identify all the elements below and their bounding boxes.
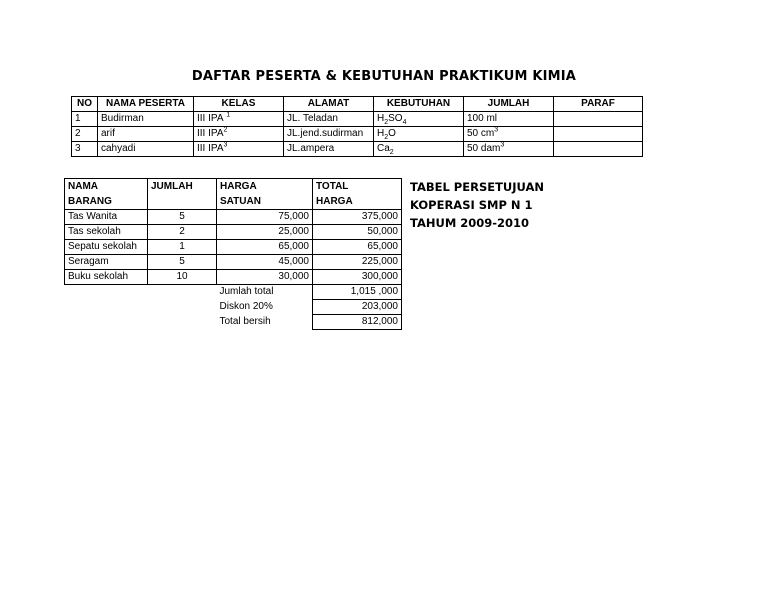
- barang-header-row: [65, 179, 402, 210]
- cell-jumlah-barang: 5: [148, 255, 217, 270]
- summary-value-jumlah-total: 1,015 ,000: [313, 285, 402, 300]
- formula-text: H: [377, 128, 385, 139]
- header-kelas: KELAS: [194, 97, 284, 112]
- cell-no: 2: [72, 127, 98, 142]
- header-jumlah-barang-line1: JUMLAH: [151, 181, 193, 192]
- header-paraf: PARAF: [554, 97, 643, 112]
- header-nama-barang-line2: BARANG: [68, 196, 112, 207]
- cell-paraf: [554, 112, 643, 127]
- cell-harga-satuan: 30,000: [217, 270, 313, 285]
- approval-note-line3: TAHUM 2009-2010: [410, 216, 530, 230]
- cell-total-harga: 65,000: [313, 240, 402, 255]
- peserta-table: [71, 96, 643, 157]
- cell-harga-satuan: 45,000: [217, 255, 313, 270]
- jumlah-text: 50 dam: [467, 143, 501, 154]
- cell-jumlah-barang: 10: [148, 270, 217, 285]
- header-nama-peserta: NAMA PESERTA: [98, 97, 194, 112]
- cell-harga-satuan: 25,000: [217, 225, 313, 240]
- cell-harga-satuan: 75,000: [217, 210, 313, 225]
- cell-jumlah-barang: 5: [148, 210, 217, 225]
- cell-jumlah: [464, 142, 554, 157]
- header-alamat: ALAMAT: [284, 97, 374, 112]
- summary-row: [65, 315, 402, 330]
- formula-text: O: [388, 128, 396, 139]
- header-jumlah-barang: [148, 179, 217, 210]
- summary-row: [65, 300, 402, 315]
- summary-label-jumlah-total: Jumlah total: [219, 286, 274, 298]
- cell-nama-barang: Sepatu sekolah: [65, 240, 148, 255]
- header-nama-barang: [65, 179, 148, 210]
- header-kebutuhan: KEBUTUHAN: [374, 97, 464, 112]
- formula-text: SO: [388, 113, 403, 124]
- barang-row: [65, 255, 402, 270]
- cell-jumlah-barang: 2: [148, 225, 217, 240]
- cell-jumlah: [464, 112, 554, 127]
- cell-total-harga: 375,000: [313, 210, 402, 225]
- cell-nama: Budirman: [98, 112, 194, 127]
- approval-note-line1: TABEL PERSETUJUAN: [410, 180, 545, 194]
- formula-text: H: [377, 113, 385, 124]
- cell-total-harga: 50,000: [313, 225, 402, 240]
- peserta-header-row: [72, 97, 643, 112]
- summary-value-diskon: 203,000: [313, 300, 402, 315]
- barang-table: [64, 178, 402, 330]
- formula-subscript: 2: [384, 119, 389, 126]
- cell-jumlah-barang: 1: [148, 240, 217, 255]
- formula-subscript: 2: [389, 149, 394, 156]
- cell-paraf: [554, 142, 643, 157]
- header-no: NO: [72, 97, 98, 112]
- formula-subscript: 4: [402, 119, 407, 126]
- jumlah-text: 50 cm: [467, 128, 495, 139]
- cell-kebutuhan: [374, 112, 464, 127]
- summary-label-total-bersih: Total bersih: [219, 316, 271, 327]
- kelas-sup: 3: [223, 141, 228, 149]
- barang-row: [65, 270, 402, 285]
- cell-nama-barang: Seragam: [65, 255, 148, 270]
- cell-jumlah: [464, 127, 554, 142]
- cell-no: 3: [72, 142, 98, 157]
- cell-alamat: JL. Teladan: [284, 112, 374, 127]
- kelas-sup: 2: [223, 126, 228, 134]
- cell-nama: cahyadi: [98, 142, 194, 157]
- cell-kebutuhan: [374, 127, 464, 142]
- barang-row: [65, 240, 402, 255]
- cell-paraf: [554, 127, 643, 142]
- jumlah-text: 100 ml: [467, 113, 498, 124]
- cell-no: 1: [72, 112, 98, 127]
- peserta-row: [72, 127, 643, 142]
- header-harga-satuan-line2: SATUAN: [220, 196, 261, 207]
- kelas-sup: 1: [226, 111, 231, 119]
- formula-text: Ca: [377, 143, 390, 154]
- cell-total-harga: 300,000: [313, 270, 402, 285]
- barang-row: [65, 210, 402, 225]
- header-harga-satuan-line1: HARGA: [220, 181, 257, 192]
- summary-row: [65, 285, 402, 300]
- cell-nama: arif: [98, 127, 194, 142]
- header-jumlah-barang-line2: [151, 194, 213, 209]
- cell-kelas: [194, 127, 284, 142]
- header-jumlah: JUMLAH: [464, 97, 554, 112]
- summary-value-total-bersih: 812,000: [313, 315, 402, 330]
- header-nama-barang-line1: NAMA: [68, 181, 98, 192]
- jumlah-sup: 3: [500, 141, 505, 149]
- jumlah-sup: 3: [494, 126, 499, 134]
- approval-note: [410, 178, 544, 232]
- document-title: DAFTAR PESERTA & KEBUTUHAN PRAKTIKUM KIMIA: [191, 69, 577, 84]
- approval-note-line2: KOPERASI SMP N 1: [410, 198, 533, 212]
- formula-subscript: 2: [384, 134, 389, 141]
- kelas-text: III IPA: [197, 143, 224, 154]
- cell-alamat: JL.ampera: [284, 142, 374, 157]
- peserta-row: [72, 112, 643, 127]
- cell-kebutuhan: [374, 142, 464, 157]
- header-total-harga-line2: HARGA: [316, 196, 353, 207]
- cell-kelas: [194, 142, 284, 157]
- peserta-row: [72, 142, 643, 157]
- kelas-text: III IPA: [197, 113, 224, 124]
- cell-total-harga: 225,000: [313, 255, 402, 270]
- kelas-text: III IPA: [197, 128, 224, 139]
- barang-row: [65, 225, 402, 240]
- cell-alamat: JL.jend.sudirman: [284, 127, 374, 142]
- cell-nama-barang: Tas Wanita: [65, 210, 148, 225]
- header-total-harga: [313, 179, 402, 210]
- summary-label-diskon: Diskon 20%: [219, 301, 273, 312]
- header-harga-satuan: [217, 179, 313, 210]
- cell-nama-barang: Tas sekolah: [65, 225, 148, 240]
- header-total-harga-line1: TOTAL: [316, 181, 349, 192]
- cell-kelas: [194, 112, 284, 127]
- cell-harga-satuan: 65,000: [217, 240, 313, 255]
- cell-nama-barang: Buku sekolah: [65, 270, 148, 285]
